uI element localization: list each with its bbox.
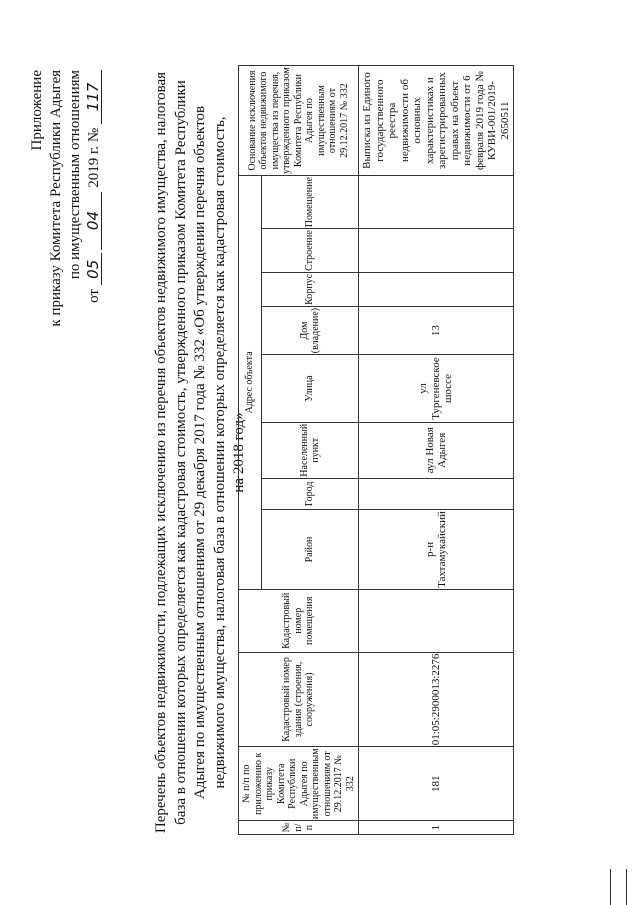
cell-city bbox=[359, 478, 514, 509]
appendix-block bbox=[28, 70, 104, 327]
cell-room bbox=[359, 176, 514, 229]
date-prefix: от bbox=[86, 289, 102, 303]
title-line: Адыгея по имущественным отношениям от 29 декабря 2017 года № 332 «Об утверждении перечня объектов bbox=[192, 105, 208, 800]
page-edge-line bbox=[610, 869, 611, 905]
page-edge-line bbox=[626, 869, 627, 905]
header-address: Адрес объекта bbox=[239, 176, 262, 590]
appendix-line: Приложение bbox=[29, 70, 45, 151]
cell-cadastral-building: 01:05:2900013:2276 bbox=[359, 652, 514, 747]
date-month-handwritten: 04 bbox=[86, 192, 102, 250]
header-district: Район bbox=[262, 510, 359, 590]
header-building: Строение bbox=[262, 229, 359, 273]
document-title bbox=[152, 70, 250, 835]
header-room: Помещение bbox=[262, 176, 359, 229]
cell-house: 13 bbox=[359, 306, 514, 354]
cell-appendix-num: 181 bbox=[359, 747, 514, 821]
cell-building bbox=[359, 229, 514, 273]
title-line: база в отношении которых определяется как кадастровая стоимость, утвержденного приказом Комитета Республики bbox=[172, 80, 189, 825]
header-house: Дом (владение) bbox=[262, 306, 359, 354]
appendix-line: к приказу Комитета Республики Адыгея bbox=[48, 70, 64, 327]
date-year: 2019 г. № bbox=[86, 127, 102, 188]
header-basis: Основание исключения объектов недвижимого имущества из перечня, утвержденного приказом Комитета Республики Адыгея по имущественным отношениям от 29.12.2017 № 332 bbox=[239, 66, 359, 176]
header-street: Улица bbox=[262, 355, 359, 423]
cell-settlement: аул Новая Адыгея bbox=[359, 422, 514, 478]
cell-district: р-н Тахтамукайский bbox=[359, 510, 514, 590]
header-cadastral-building: Кадастровый номер здания (строения, сооружения) bbox=[239, 652, 359, 747]
cell-basis: Выписка из Единого государственного реестра недвижимости об основных характеристиках и зарегистрированных правах на объект недвижимости от 6 февраля 2019 года № КУВИ-001/2019-2650511 bbox=[359, 66, 514, 176]
appendix-date-line bbox=[85, 70, 104, 327]
title-line: недвижимого имущества, налоговая база в отношении которых определяется как кадастровая стоимость, bbox=[211, 116, 228, 789]
title-line: на 2018 год» bbox=[231, 412, 247, 493]
header-settlement: Населенный пункт bbox=[262, 422, 359, 478]
table-row bbox=[359, 66, 514, 835]
cell-num: 1 bbox=[359, 821, 514, 835]
header-city: Город bbox=[262, 478, 359, 509]
order-number-handwritten: 117 bbox=[86, 70, 102, 124]
objects-table bbox=[238, 65, 514, 835]
header-appendix-num: № п/п по приложению к приказу Комитета Республики Адыгея по имущественным отношениям от 29.12.2017 № 332 bbox=[239, 747, 359, 821]
header-korpus: Корпус bbox=[262, 272, 359, 306]
header-num: № п/п bbox=[239, 821, 359, 835]
cell-street: ул Тургеневское шоссе bbox=[359, 355, 514, 423]
date-day-handwritten: 05 bbox=[86, 253, 102, 285]
title-line: Перечень объектов недвижимости, подлежащих исключению из перечня объектов недвижимого имущества, налоговая bbox=[153, 71, 169, 834]
cell-cadastral-room bbox=[359, 589, 514, 652]
header-cadastral-room: Кадастровый номер помещения bbox=[239, 589, 359, 652]
cell-korpus bbox=[359, 272, 514, 306]
appendix-line: по имущественным отношениям bbox=[67, 70, 83, 280]
